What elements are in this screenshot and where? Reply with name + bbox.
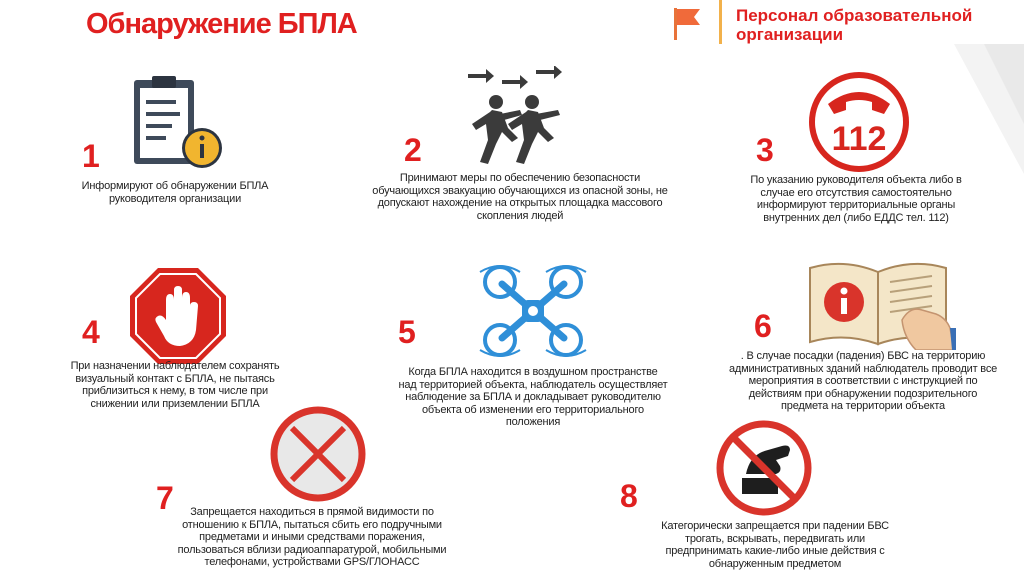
- info-book-icon: [806, 258, 956, 350]
- flag-icon: [670, 6, 706, 42]
- organization-heading: Персонал образовательной организации: [736, 6, 973, 44]
- step-text: При назначении наблюдателем сохранять визуальный контакт с БПЛА, не пытаясь приблизиться к нему, в том числе при снижении или приземлении БПЛА: [70, 360, 280, 410]
- step-text: Принимают меры по обеспечению безопасности обучающихся эвакуацию обучающихся из опасной зоны, не допускают нахождение на открытых площадка массового скопления людей: [372, 172, 668, 222]
- step-text: . В случае посадки (падения) БВС на территорию административных зданий наблюдатель проводит все мероприятия в соответствии с инструкцией по действиям при обнаружении подозрительного предмета на территории объекта: [728, 350, 998, 412]
- step-text: Запрещается находиться в прямой видимости по отношению к БПЛА, пытаться сбить его подручными предметами и иными средствами поражения, пользоваться вблизи радиоаппаратурой, мобильными телефонами, устройствами GPS/ГЛОНАСС: [177, 506, 447, 568]
- step-number: 2: [404, 132, 422, 168]
- page-title: Обнаружение БПЛА: [86, 8, 357, 40]
- drone-icon: [478, 262, 588, 362]
- stop-hand-icon: [128, 266, 228, 366]
- step-number: 3: [756, 132, 774, 168]
- step-text: Категорически запрещается при падении БВС трогать, вскрывать, передвигать или предпринимать какие-либо иные действия с обнаруженным предметом: [661, 520, 889, 570]
- step-number: 7: [156, 480, 174, 516]
- emergency-number-label: 112: [831, 120, 887, 158]
- step-number: 4: [82, 314, 100, 350]
- phone-112-icon: [806, 70, 912, 174]
- corner-decoration: [954, 44, 1024, 174]
- step-number: 8: [620, 478, 638, 514]
- no-touch-icon: [716, 420, 812, 516]
- header-divider: [719, 0, 722, 44]
- step-text: По указанию руководителя объекта либо в случае его отсутствия самостоятельно информируют территориальные органы внутренних дел (либо ЕДДС тел. 112): [750, 174, 962, 224]
- step-number: 6: [754, 308, 772, 344]
- evacuation-icon: [462, 66, 572, 166]
- step-text: Когда БПЛА находится в воздушном пространстве над территорией объекта, наблюдатель осуществляет наблюдение за БПЛА и докладывает руководителю объекта об изменении его территориального положения: [398, 366, 668, 428]
- prohibited-sign-icon: [270, 406, 366, 502]
- step-number: 5: [398, 314, 416, 350]
- step-text: Информируют об обнаружении БПЛА руководителя организации: [81, 180, 269, 205]
- clipboard-info-icon: [130, 74, 225, 172]
- step-number: 1: [82, 138, 100, 174]
